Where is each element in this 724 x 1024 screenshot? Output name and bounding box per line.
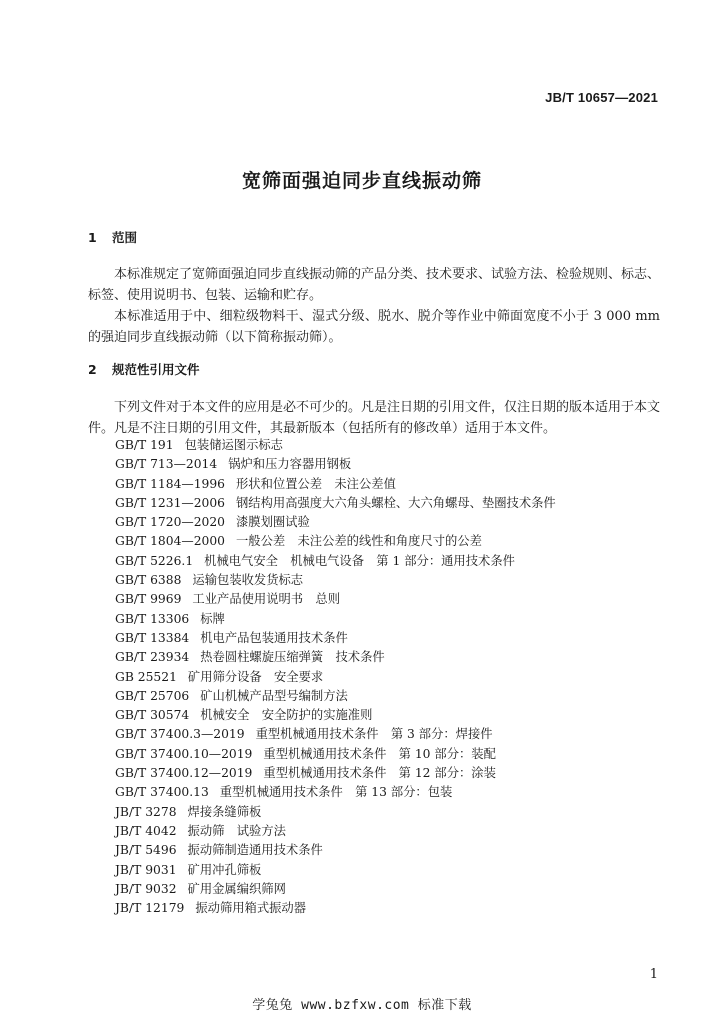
reference-title: 振动筛用箱式振动器 bbox=[195, 901, 307, 916]
reference-title: 工业产品使用说明书 总则 bbox=[192, 592, 340, 607]
reference-title: 焊接条缝筛板 bbox=[187, 804, 262, 819]
reference-title: 运输包装收发货标志 bbox=[192, 573, 304, 588]
reference-item bbox=[115, 532, 556, 551]
reference-item bbox=[115, 571, 556, 590]
reference-code: GB/T 30574 bbox=[115, 708, 190, 723]
section-2-number: 2 bbox=[88, 362, 97, 377]
reference-title: 重型机械通用技术条件 第 10 部分：装配 bbox=[263, 746, 496, 761]
reference-title: 矿用金属编织筛网 bbox=[187, 881, 286, 896]
reference-code: GB/T 37400.13 bbox=[115, 785, 209, 800]
reference-title: 钢结构用高强度大六角头螺栓、大六角螺母、垫圈技术条件 bbox=[236, 495, 556, 510]
reference-code: JB/T 5496 bbox=[115, 843, 177, 858]
reference-code: JB/T 4042 bbox=[115, 823, 177, 838]
reference-code: GB/T 5226.1 bbox=[115, 553, 194, 568]
reference-code: GB/T 37400.10—2019 bbox=[115, 746, 253, 761]
reference-item bbox=[115, 513, 556, 532]
reference-title: 机械安全 安全防护的实施准则 bbox=[200, 708, 373, 723]
reference-code: JB/T 9032 bbox=[115, 881, 177, 896]
reference-item bbox=[115, 880, 556, 899]
reference-code: JB/T 3278 bbox=[115, 804, 177, 819]
reference-code: GB/T 1804—2000 bbox=[115, 534, 225, 549]
reference-item bbox=[115, 861, 556, 880]
reference-item bbox=[115, 648, 556, 667]
reference-item bbox=[115, 455, 556, 474]
references-intro: 下列文件对于本文件的应用是必不可少的。凡是注日期的引用文件，仅注日期的版本适用于本文件。凡是不注日期的引用文件，其最新版本（包括所有的修改单）适用于本文件。 bbox=[88, 400, 661, 436]
reference-code: GB/T 1184—1996 bbox=[115, 476, 225, 491]
reference-item bbox=[115, 841, 556, 860]
reference-code: GB/T 13306 bbox=[115, 611, 190, 626]
reference-item bbox=[115, 745, 556, 764]
reference-code: JB/T 9031 bbox=[115, 862, 177, 877]
reference-code: GB/T 9969 bbox=[115, 592, 182, 607]
reference-title: 重型机械通用技术条件 第 12 部分：涂装 bbox=[263, 766, 496, 781]
reference-title: 一般公差 未注公差的线性和角度尺寸的公差 bbox=[236, 534, 482, 549]
reference-code: GB 25521 bbox=[115, 669, 177, 684]
reference-title: 锅炉和压力容器用钢板 bbox=[228, 457, 352, 472]
document-title: 宽筛面强迫同步直线振动筛 bbox=[241, 170, 482, 192]
reference-title: 热卷圆柱螺旋压缩弹簧 技术条件 bbox=[200, 650, 385, 665]
reference-title: 机电产品包装通用技术条件 bbox=[200, 630, 348, 645]
reference-code: JB/T 12179 bbox=[115, 901, 185, 916]
reference-item bbox=[115, 494, 556, 513]
reference-code: GB/T 13384 bbox=[115, 630, 190, 645]
reference-code: GB/T 23934 bbox=[115, 650, 190, 665]
reference-item bbox=[115, 475, 556, 494]
reference-item bbox=[115, 783, 556, 802]
reference-item bbox=[115, 436, 556, 455]
reference-item bbox=[115, 764, 556, 783]
reference-title: 包装储运图示标志 bbox=[184, 438, 283, 452]
reference-item bbox=[115, 590, 556, 609]
reference-title: 标牌 bbox=[200, 611, 225, 626]
reference-code: GB/T 1720—2020 bbox=[115, 515, 225, 530]
reference-item bbox=[115, 725, 556, 744]
reference-title: 机械电气安全 机械电气设备 第 1 部分：通用技术条件 bbox=[204, 553, 515, 568]
reference-code: GB/T 191 bbox=[115, 438, 174, 452]
reference-title: 重型机械通用技术条件 第 3 部分：焊接件 bbox=[255, 727, 493, 742]
reference-title: 矿山机械产品型号编制方法 bbox=[200, 688, 348, 703]
section-1-title: 范围 bbox=[112, 230, 138, 245]
section-2-heading bbox=[88, 360, 200, 378]
page-number: 1 bbox=[649, 967, 658, 982]
reference-item bbox=[115, 687, 556, 706]
reference-item bbox=[115, 706, 556, 725]
reference-title: 重型机械通用技术条件 第 13 部分：包装 bbox=[219, 785, 453, 800]
reference-code: GB/T 37400.12—2019 bbox=[115, 766, 253, 781]
reference-item bbox=[115, 899, 556, 918]
watermark-footer: 学兔兔 www.bzfxw.com 标准下载 bbox=[252, 998, 472, 1013]
section-1-heading bbox=[88, 228, 137, 246]
reference-title: 矿用筛分设备 安全要求 bbox=[187, 669, 324, 684]
reference-title: 振动筛 试验方法 bbox=[187, 823, 286, 838]
reference-code: GB/T 6388 bbox=[115, 573, 182, 588]
reference-code: GB/T 37400.3—2019 bbox=[115, 727, 245, 742]
reference-item bbox=[115, 610, 556, 629]
reference-item bbox=[115, 552, 556, 571]
reference-title: 漆膜划圈试验 bbox=[236, 515, 310, 530]
reference-list bbox=[115, 436, 556, 918]
reference-code: GB/T 25706 bbox=[115, 688, 190, 703]
reference-item bbox=[115, 629, 556, 648]
reference-item bbox=[115, 668, 556, 687]
reference-code: GB/T 713—2014 bbox=[115, 457, 218, 472]
scope-paragraph-2: 本标准适用于中、细粒级物料干、湿式分级、脱水、脱介等作业中筛面宽度不小于 3 000 mm 的强迫同步直线振动筛（以下简称振动筛）。 bbox=[88, 309, 660, 345]
reference-title: 形状和位置公差 未注公差值 bbox=[236, 476, 396, 491]
reference-title: 振动筛制造通用技术条件 bbox=[187, 843, 323, 858]
reference-item bbox=[115, 803, 556, 822]
reference-item bbox=[115, 822, 556, 841]
reference-title: 矿用冲孔筛板 bbox=[187, 862, 262, 877]
reference-code: GB/T 1231—2006 bbox=[115, 495, 225, 510]
section-2-title: 规范性引用文件 bbox=[112, 362, 200, 377]
standard-number: JB/T 10657—2021 bbox=[545, 90, 658, 105]
section-1-number: 1 bbox=[88, 230, 97, 245]
scope-paragraph-1: 本标准规定了宽筛面强迫同步直线振动筛的产品分类、技术要求、试验方法、检验规则、标志、标签、使用说明书、包装、运输和贮存。 bbox=[88, 267, 661, 303]
